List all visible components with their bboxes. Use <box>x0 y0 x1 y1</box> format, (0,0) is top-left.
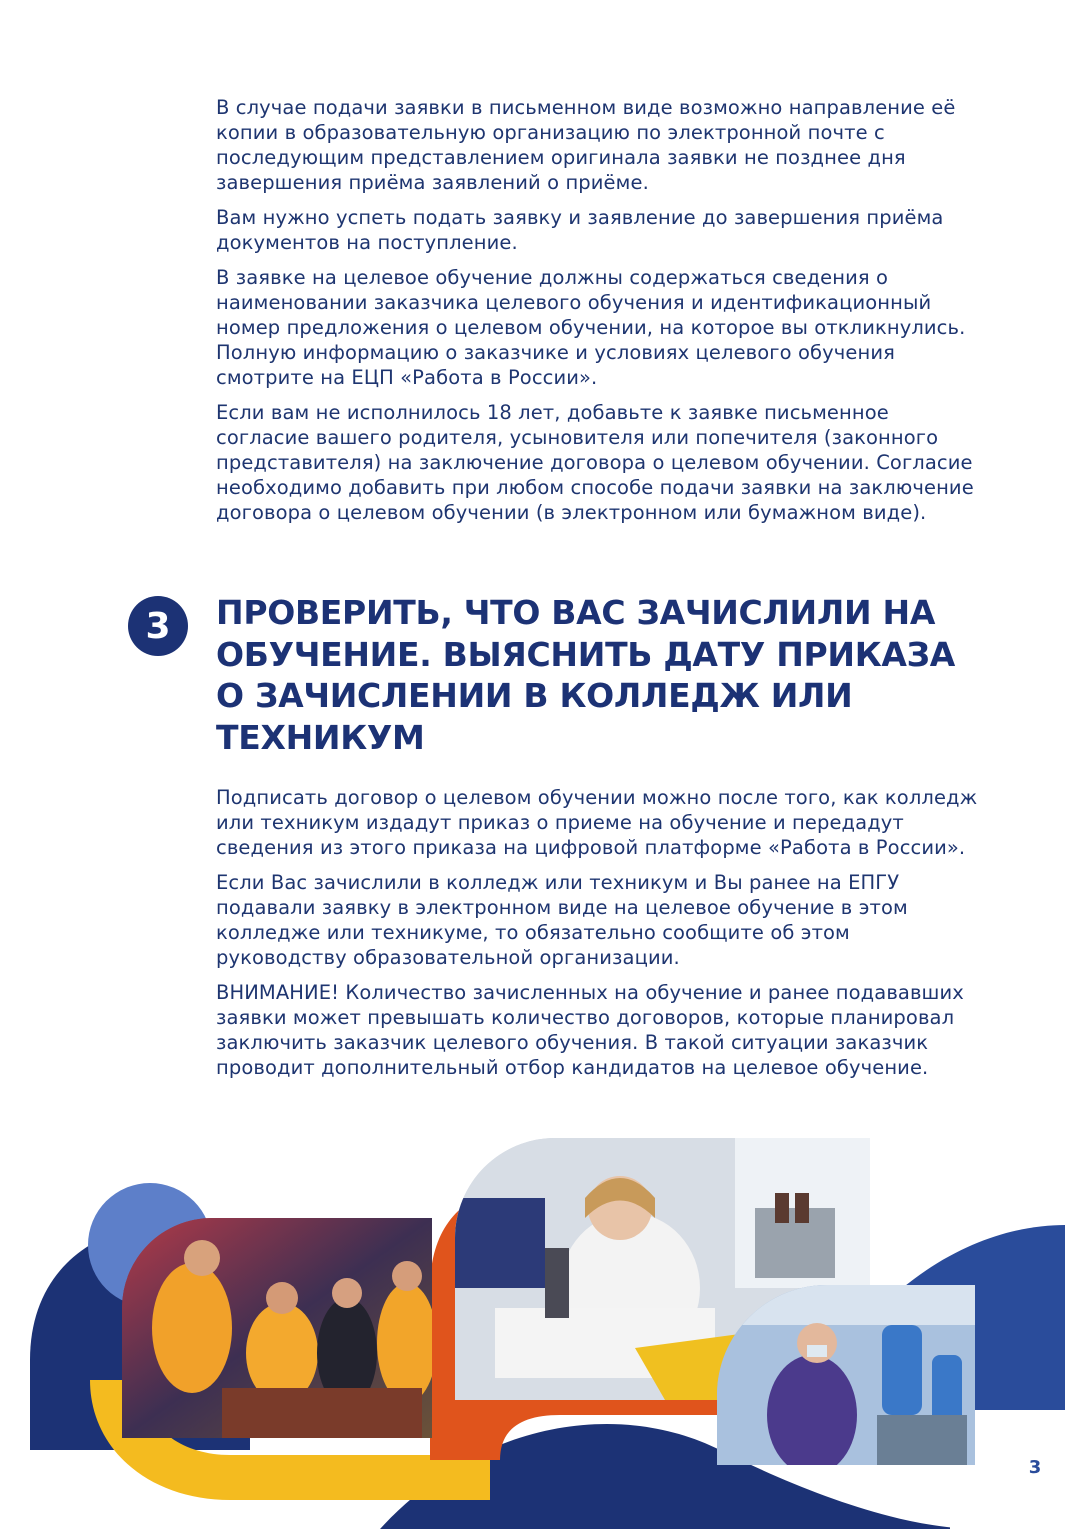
photo-collage <box>0 1120 1080 1529</box>
students-workshop-illustration <box>122 1218 432 1438</box>
page-number: 3 <box>1028 1457 1042 1478</box>
paragraph-application-content: В заявке на целевое обучение должны содержаться сведения о наименовании заказчика целевого обучения и идентификационный номер предложения о целевом обучении, на которое вы откликнулись. Полную информацию о заказчике и условиях целевого обучения смотрите на ЕЦП «Работа в России». <box>216 266 966 389</box>
paragraph-sign-contract: Подписать договор о целевом обучении можно после того, как колледж или техникум издадут приказ о приеме на обучение и передадут сведения из этого приказа на цифровой платформе «Работа в России». <box>216 786 978 859</box>
lab-student-photo <box>717 1285 975 1465</box>
step-number-badge: 3 <box>128 596 188 656</box>
students-workshop-photo <box>122 1218 432 1438</box>
paragraph-attention: ВНИМАНИЕ! Количество зачисленных на обучение и ранее подававших заявки может превышать количество договоров, которые планировал заключить заказчик целевого обучения. В такой ситуации заказчик проводит дополнительный отбор кандидатов на целевое обучение. <box>216 981 964 1079</box>
step-3-heading: ПРОВЕРИТЬ, ЧТО ВАС ЗАЧИСЛИЛИ НА ОБУЧЕНИЕ. ВЫЯСНИТЬ ДАТУ ПРИКАЗА О ЗАЧИСЛЕНИИ В КОЛЛЕДЖ ИЛИ ТЕХНИКУМ <box>216 593 956 757</box>
paragraph-written-application: В случае подачи заявки в письменном виде возможно направление её копии в образовательную организацию по электронной почте с последующим представлением оригинала заявки не позднее дня завершения приёма заявлений о приёме. <box>216 96 956 194</box>
lab-student-illustration <box>717 1285 975 1465</box>
paragraph-epgu-notice: Если Вас зачислили в колледж или техникум и Вы ранее на ЕПГУ подавали заявку в электронном виде на целевое обучение в этом колледже или техникуме, то обязательно сообщите об этом руководству образовательной организации. <box>216 871 908 969</box>
paragraph-parental-consent: Если вам не исполнилось 18 лет, добавьте к заявке письменное согласие вашего родителя, усыновителя или попечителя (законного представителя) на заключение договора о целевом обучении. Согласие необходимо добавить при любом способе подачи заявки на заключение договора о целевом обучении (в электронном или бумажном виде). <box>216 401 974 524</box>
paragraph-deadline: Вам нужно успеть подать заявку и заявление до завершения приёма документов на поступление. <box>216 206 944 254</box>
